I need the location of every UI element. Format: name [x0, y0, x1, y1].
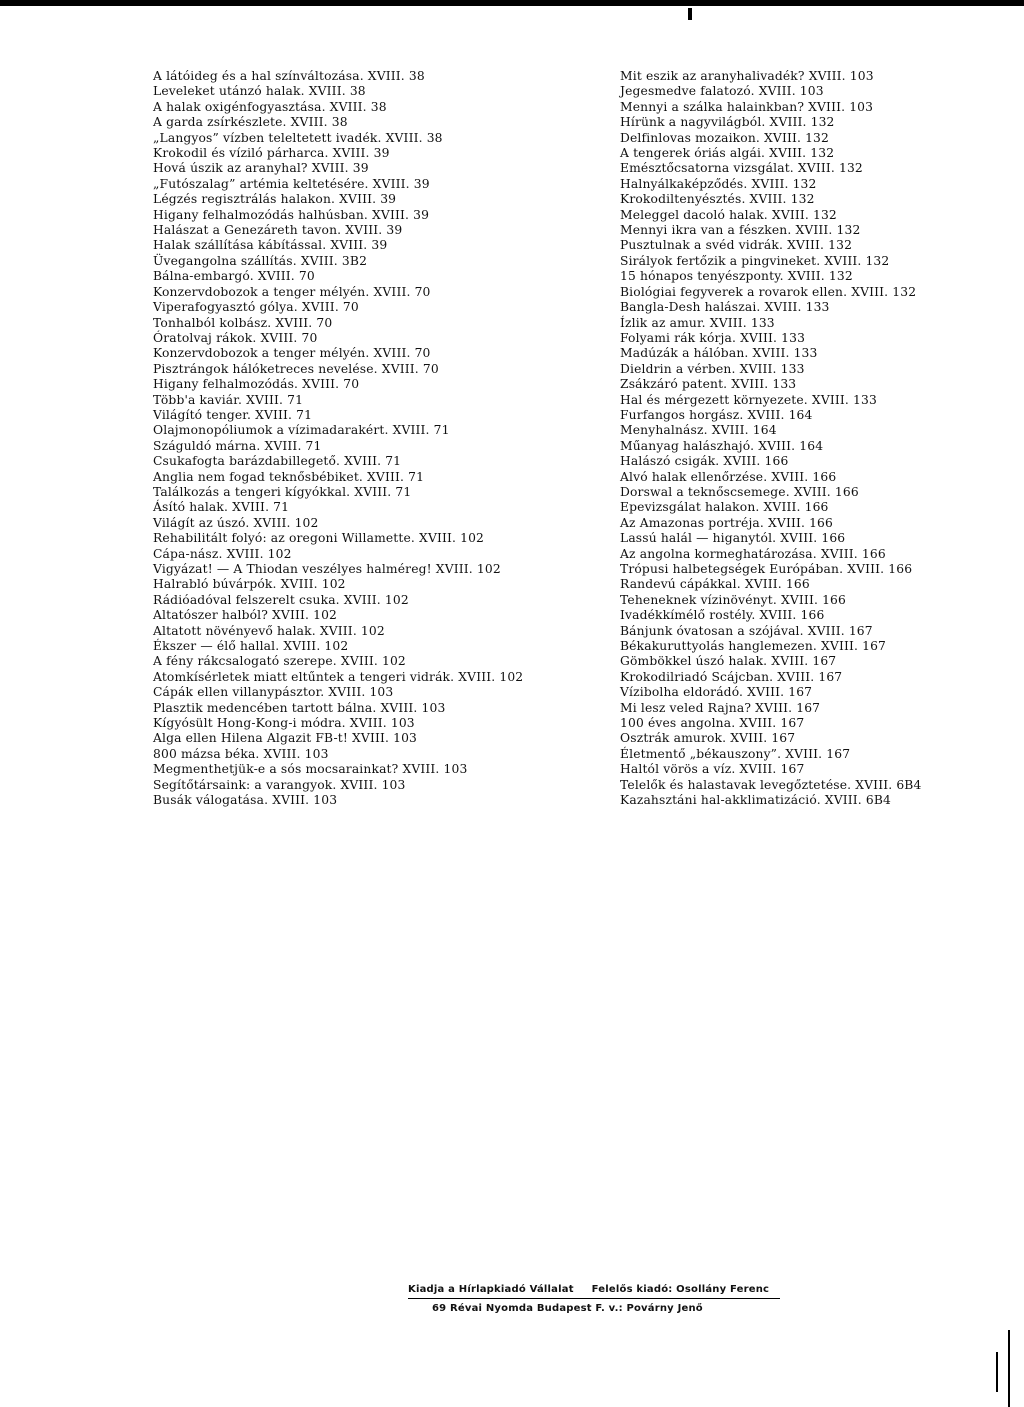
- index-entry: Higany felhalmozódás. XVIII. 70: [153, 377, 360, 392]
- index-entry: A tengerek óriás algái. XVIII. 132: [620, 146, 835, 161]
- index-entry: Segítőtársaink: a varangyok. XVIII. 103: [153, 777, 406, 792]
- index-entry: Telelők és halastavak levegőztetése. XVIII. 6B4: [620, 777, 922, 792]
- index-entry: Folyami rák kórja. XVIII. 133: [620, 330, 806, 345]
- index-entry: A halak oxigénfogyasztása. XVIII. 38: [153, 99, 387, 114]
- index-entry: Menyhalnász. XVIII. 164: [620, 423, 777, 438]
- index-entry: Krokodiltenyésztés. XVIII. 132: [620, 192, 815, 207]
- index-entry: Megmenthetjük-e a sós mocsarainkat? XVIII. 103: [153, 762, 468, 777]
- index-right-column: [620, 69, 1000, 809]
- index-entry: Leveleket utánzó halak. XVIII. 38: [153, 84, 366, 99]
- index-entry: Több'a kaviár. XVIII. 71: [153, 392, 304, 407]
- index-entry: Bálna-embargó. XVIII. 70: [153, 269, 315, 284]
- index-entry: Delfinlovas mozaikon. XVIII. 132: [620, 130, 830, 145]
- index-entry: Busák válogatása. XVIII. 103: [153, 793, 338, 808]
- index-entry: Vigyázat! — A Thiodan veszélyes halméreg! XVIII. 102: [153, 562, 501, 576]
- index-entry: Dieldrin a vérben. XVIII. 133: [620, 361, 805, 376]
- index-entry: Meleggel dacoló halak. XVIII. 132: [620, 207, 837, 222]
- index-entry: Altatószer halból? XVIII. 102: [153, 608, 338, 623]
- index-entry: Madúzák a hálóban. XVIII. 133: [620, 346, 818, 361]
- index-entry: Epevizsgálat halakon. XVIII. 166: [620, 500, 829, 515]
- index-entry: Mit eszik az aranyhalivadék? XVIII. 103: [620, 69, 874, 83]
- index-entry: Trópusi halbetegségek Európában. XVIII. 166: [620, 562, 913, 576]
- index-entry: A garda zsírkészlete. XVIII. 38: [153, 115, 348, 130]
- index-entry: 800 mázsa béka. XVIII. 103: [153, 746, 329, 761]
- top-border-rule: [0, 0, 1024, 6]
- index-entry: Randevú cápákkal. XVIII. 166: [620, 577, 810, 592]
- printer-text: 69 Révai Nyomda Budapest F. v.: Povárny Jenő: [432, 1303, 703, 1314]
- index-entry: Halak szállítása kábítással. XVIII. 39: [153, 238, 388, 253]
- index-entry: Ásító halak. XVIII. 71: [153, 500, 290, 515]
- index-entry: Üvegangolna szállítás. XVIII. 3B2: [153, 253, 368, 268]
- index-entry: Osztrák amurok. XVIII. 167: [620, 731, 796, 746]
- index-entry: Az Amazonas portréja. XVIII. 166: [620, 515, 834, 530]
- index-entry: Halászat a Genezáreth tavon. XVIII. 39: [153, 223, 403, 238]
- index-entry: Halnyálkaképződés. XVIII. 132: [620, 176, 817, 191]
- index-entry: Haltól vörös a víz. XVIII. 167: [620, 762, 805, 777]
- index-entry: Óratolvaj rákok. XVIII. 70: [153, 330, 318, 345]
- index-entry: Száguldó márna. XVIII. 71: [153, 438, 322, 453]
- index-entry: Rehabilitált folyó: az oregoni Willamette. XVIII. 102: [153, 531, 485, 546]
- index-entry: Alvó halak ellenőrzése. XVIII. 166: [620, 469, 837, 484]
- index-entry: „Langyos” vízben teleltetett ivadék. XVIII. 38: [153, 130, 443, 145]
- index-entry: Furfangos horgász. XVIII. 164: [620, 407, 813, 422]
- index-entry: Csukafogta barázdabillegető. XVIII. 71: [153, 454, 402, 469]
- index-entry: Az angolna kormeghatározása. XVIII. 166: [620, 546, 886, 561]
- index-entry: Zsákzáró patent. XVIII. 133: [620, 377, 797, 392]
- index-entry: Vízibolha eldorádó. XVIII. 167: [620, 685, 813, 700]
- index-entry: Világító tenger. XVIII. 71: [153, 407, 313, 422]
- publisher-text: Kiadja a Hírlapkiadó Vállalat: [408, 1284, 574, 1295]
- index-entry: Plasztik medencében tartott bálna. XVIII. 103: [153, 700, 446, 715]
- footer-divider: [408, 1298, 780, 1299]
- index-entry: 15 hónapos tenyészponty. XVIII. 132: [620, 269, 853, 284]
- index-entry: Konzervdobozok a tenger mélyén. XVIII. 70: [153, 346, 431, 361]
- index-entry: Kígyósült Hong-Kong-i módra. XVIII. 103: [153, 716, 415, 731]
- index-entry: Bánjunk óvatosan a szójával. XVIII. 167: [620, 623, 873, 638]
- index-entry: Lassú halál — higanytól. XVIII. 166: [620, 531, 846, 546]
- index-entry: Jegesmedve falatozó. XVIII. 103: [620, 84, 824, 99]
- index-entry: Konzervdobozok a tenger mélyén. XVIII. 70: [153, 284, 431, 299]
- index-entry: Sirályok fertőzik a pingvineket. XVIII. 132: [620, 253, 890, 268]
- index-entry: Olajmonopóliumok a vízimadarakért. XVIII. 71: [153, 423, 450, 438]
- index-entry: Bangla-Desh halászai. XVIII. 133: [620, 300, 830, 315]
- index-entry: Ivadékkímélő rostély. XVIII. 166: [620, 608, 825, 623]
- index-entry: Békakuruttyolás hanglemezen. XVIII. 167: [620, 639, 887, 654]
- index-entry: Krokodil és víziló párharca. XVIII. 39: [153, 146, 390, 161]
- index-entry: Gömbökkel úszó halak. XVIII. 167: [620, 654, 837, 669]
- index-entry: Mi lesz veled Rajna? XVIII. 167: [620, 700, 821, 715]
- footer-imprint-line: [408, 1284, 769, 1295]
- index-entry: Alga ellen Hilena Algazit FB-t! XVIII. 103: [153, 731, 418, 746]
- editor-text: Felelős kiadó: Osollány Ferenc: [591, 1284, 770, 1295]
- index-entry: Emésztőcsatorna vizsgálat. XVIII. 132: [620, 161, 863, 176]
- index-entry: Rádióadóval felszerelt csuka. XVIII. 102: [153, 592, 409, 607]
- index-entry: Ékszer — élő hallal. XVIII. 102: [153, 639, 349, 654]
- index-entry: Halászó csigák. XVIII. 166: [620, 454, 789, 469]
- index-entry: Krokodilriadó Scájcban. XVIII. 167: [620, 669, 843, 684]
- margin-bar-mark: [996, 1352, 998, 1392]
- index-entry: „Futószalag” artémia keltetésére. XVIII. 39: [153, 176, 430, 191]
- index-entry: Halrabló búvárpók. XVIII. 102: [153, 577, 346, 592]
- index-entry: A fény rákcsalogató szerepe. XVIII. 102: [153, 654, 406, 669]
- index-entry: Hal és mérgezett környezete. XVIII. 133: [620, 392, 877, 407]
- index-entry: Életmentő „békauszony”. XVIII. 167: [620, 746, 851, 761]
- index-entry: Biológiai fegyverek a rovarok ellen. XVIII. 132: [620, 284, 917, 299]
- index-entry: Találkozás a tengeri kígyókkal. XVIII. 71: [153, 484, 412, 499]
- index-entry: Mennyi a szálka halainkban? XVIII. 103: [620, 99, 874, 114]
- index-entry: Hírünk a nagyvilágból. XVIII. 132: [620, 115, 835, 130]
- index-entry: Cápák ellen villanypásztor. XVIII. 103: [153, 685, 394, 700]
- index-entry: Dorswal a teknőscsemege. XVIII. 166: [620, 484, 859, 499]
- index-entry: A látóideg és a hal színváltozása. XVIII. 38: [153, 69, 425, 83]
- index-entry: Teheneknek vízinövényt. XVIII. 166: [620, 592, 846, 607]
- index-entry: Altatott növényevő halak. XVIII. 102: [153, 623, 385, 638]
- index-entry: Műanyag halászhajó. XVIII. 164: [620, 438, 824, 453]
- index-entry: Világít az úszó. XVIII. 102: [153, 515, 319, 530]
- index-entry: Tonhalból kolbász. XVIII. 70: [153, 315, 333, 330]
- index-entry: Mennyi ikra van a fészken. XVIII. 132: [620, 223, 861, 238]
- index-entry: Anglia nem fogad teknősbébiket. XVIII. 71: [153, 469, 425, 484]
- index-left-column: [153, 69, 593, 809]
- index-entry: Pusztulnak a svéd vidrák. XVIII. 132: [620, 238, 853, 253]
- index-entry: Ízlik az amur. XVIII. 133: [620, 315, 775, 330]
- index-entry: Légzés regisztrálás halakon. XVIII. 39: [153, 192, 397, 207]
- index-entry: Cápa-nász. XVIII. 102: [153, 546, 292, 561]
- index-entry: Higany felhalmozódás halhúsban. XVIII. 39: [153, 207, 430, 222]
- index-entry: Atomkísérletek miatt eltűntek a tengeri vidrák. XVIII. 102: [153, 669, 524, 684]
- index-entry: 100 éves angolna. XVIII. 167: [620, 716, 805, 731]
- index-entry: Viperafogyasztó gólya. XVIII. 70: [153, 300, 359, 315]
- margin-bar-mark: [1008, 1330, 1010, 1407]
- index-entry: Hová úszik az aranyhal? XVIII. 39: [153, 161, 369, 176]
- top-notch-mark: [688, 8, 692, 20]
- index-entry: Kazahsztáni hal-akklimatizáció. XVIII. 6B4: [620, 793, 892, 808]
- index-entry: Pisztrángok hálóketreces nevelése. XVIII. 70: [153, 361, 439, 376]
